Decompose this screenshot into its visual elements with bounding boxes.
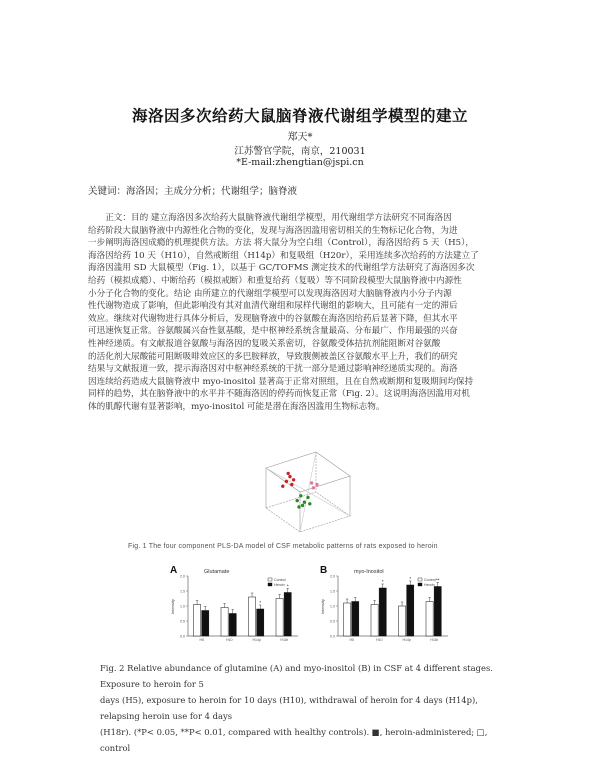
panel-letter: A xyxy=(170,565,178,576)
y-tick-label: 1.5 xyxy=(180,589,185,594)
abstract-line: 性神经递质。有文献报道谷氨酸与海洛因的复吸关系密切，谷氨酸受体拮抗剂能阻断对谷氨酸 xyxy=(88,338,441,349)
y-tick-label: 0.0 xyxy=(180,634,185,639)
x-tick-label: H14p xyxy=(402,638,412,642)
author-email[interactable]: *E-mail:zhengtian@jspi.cn xyxy=(236,157,364,168)
panel-title: myo-Inositol xyxy=(354,569,384,575)
y-tick-label: 1.0 xyxy=(180,604,185,609)
abstract-line: 正文：目的 建立海洛因多次给药大鼠脑脊液代谢组学模型，用代谢组学方法研究不同海洛因 xyxy=(105,213,452,223)
fig1-3d-box xyxy=(266,452,350,532)
bar-control xyxy=(249,597,256,636)
scatter-point-other xyxy=(310,481,313,484)
abstract-line: 海洛因滥用 SD 大鼠模型（Fig. 1），以基于 GC/TOFMS 测定技术的代谢组学方法研究了海洛因多次 xyxy=(88,263,475,274)
y-tick-label: 2.0 xyxy=(180,574,185,579)
abstract-line: 小分子化合物的变化。结论 由所建立的代谢组学模型可以发现海洛因对大脑脑脊液内小分子内源 xyxy=(88,288,452,299)
scatter-point-heroin xyxy=(297,505,300,508)
bar-control xyxy=(426,602,433,637)
affiliation: 江苏警官学院，南京，210031 xyxy=(234,146,366,157)
abstract-line: 给药（模拟成瘾）、中断给药（模拟戒断）和重复给药（复吸）等不同阶段模型大鼠脑脊液中内源性 xyxy=(88,275,462,286)
significance-marker: * xyxy=(259,600,262,605)
panel-letter: B xyxy=(320,565,328,576)
x-tick-label: H14p xyxy=(252,638,262,642)
scatter-point-heroin xyxy=(301,504,304,507)
significance-marker: * xyxy=(381,579,384,584)
scatter-point-heroin xyxy=(303,501,306,504)
x-tick-label: H5 xyxy=(349,638,355,642)
scatter-point-control xyxy=(290,483,293,486)
abstract-line: 可迅速恢复正常。谷氨酸属兴奋性氨基酸，是中枢神经系统含量最高、分布最广、作用最强的兴奋 xyxy=(88,326,458,337)
scatter-point-other xyxy=(312,486,315,489)
abstract-line: 效应。继续对代谢物进行具体分析后，发现脑脊液中的谷氨酸在海洛因给药后显著下降，但其水平 xyxy=(88,313,458,324)
legend-label: Heroin xyxy=(424,582,435,587)
bar-control xyxy=(221,608,228,637)
fig2-caption-line: days (H5), exposure to heroin for 10 days (H10), withdrawal of heroin for 4 days (H14p), relapsing heroin use for 4 days xyxy=(100,695,478,721)
scatter-point-other xyxy=(315,483,318,486)
fig2-panel-a-chart xyxy=(168,564,304,648)
scatter-point-control xyxy=(287,472,290,475)
significance-marker: ** xyxy=(435,577,440,583)
bar-heroin xyxy=(379,588,386,636)
significance-marker: * xyxy=(286,583,289,589)
bar-heroin xyxy=(407,585,414,636)
fig2-caption-line: (H18r). (*P< 0.05, **P< 0.01, compared with healthy controls). ■, heroin-administered; □, control xyxy=(100,727,488,753)
legend-swatch-heroin xyxy=(268,583,272,586)
fig1-caption: Fig. 1 The four component PLS-DA model of CSF metabolic patterns of rats exposed to heroin xyxy=(128,543,438,550)
x-tick-label: H10 xyxy=(375,638,383,642)
bar-heroin xyxy=(434,587,441,637)
y-tick-label: 0.5 xyxy=(330,619,335,624)
scatter-point-heroin xyxy=(299,494,302,497)
significance-marker: * xyxy=(409,576,412,581)
legend-label: Control xyxy=(274,577,286,582)
legend-swatch-heroin xyxy=(418,583,422,586)
bar-control xyxy=(194,605,201,637)
y-tick-label: 1.0 xyxy=(330,604,335,609)
y-tick-label: 2.0 xyxy=(330,574,335,579)
x-tick-label: H18r xyxy=(280,638,289,642)
fig2-panel-b-chart xyxy=(318,564,454,648)
bar-control xyxy=(276,599,283,637)
legend-swatch-control xyxy=(268,578,272,581)
legend-label: Control xyxy=(424,577,436,582)
fig2-caption xyxy=(100,660,518,756)
bar-control xyxy=(399,606,406,636)
scatter-point-heroin xyxy=(296,499,299,502)
bar-control xyxy=(371,605,378,637)
abstract-line: 体的肌醇代谢有显著影响，myo-inositol 可能是潜在海洛因滥用生物标志物。 xyxy=(88,401,385,412)
scatter-point-control xyxy=(285,480,288,483)
y-axis-label: Intensity xyxy=(170,599,175,614)
keywords: 关键词：海洛因；主成分分析；代谢组学；脑脊液 xyxy=(88,186,298,197)
fig2-caption-line: Fig. 2 Relative abundance of glutamine (A) and myo-inositol (B) in CSF at 4 different stages. Exposure to heroin for 5 xyxy=(100,663,493,689)
scatter-point-heroin xyxy=(308,502,311,505)
abstract-line: 海洛因给药 10 天（H10），自然戒断组（H14p）和复吸组（H20r），采用连续多次给药的方法建立了 xyxy=(88,250,479,261)
bar-heroin xyxy=(257,609,264,636)
bar-heroin xyxy=(352,602,359,637)
abstract-line: 给药阶段大鼠脑脊液中内源性化合物的变化，发现与海洛因滥用密切相关的生物标记化合物，为进 xyxy=(88,225,458,236)
y-axis-label: Intensity xyxy=(320,599,325,614)
abstract-line: 一步阐明海洛因成瘾的机理提供方法。方法 将大鼠分为空白组（Control），海洛因给药 5 天（H5）， xyxy=(88,238,474,249)
y-tick-label: 0.0 xyxy=(330,634,335,639)
bar-control xyxy=(344,603,351,636)
x-tick-label: H5 xyxy=(199,638,205,642)
abstract-line: 性代谢物造成了影响，但此影响没有其对血清代谢组和尿样代谢组的影响大，且可能有一定的滞后 xyxy=(88,301,458,312)
x-tick-label: H18r xyxy=(430,638,439,642)
scatter-point-control xyxy=(292,478,295,481)
scatter-point-heroin xyxy=(306,496,309,499)
fig1-plsda-scatter xyxy=(246,446,364,532)
panel-title: Glutamate xyxy=(204,569,230,575)
abstract-line: 的活化剂大尿酸能可阻断吸啡效应区的多巴胺释放，导致腹侧被盖区谷氨酸水平上升，我们的研究 xyxy=(88,351,458,362)
bar-heroin xyxy=(229,614,236,637)
bar-heroin xyxy=(202,611,209,637)
paper-title: 海洛因多次给药大鼠脑脊液代谢组学模型的建立 xyxy=(131,107,468,125)
legend-swatch-control xyxy=(418,578,422,581)
y-tick-label: 0.5 xyxy=(180,619,185,624)
abstract-body xyxy=(88,212,514,414)
scatter-point-control xyxy=(288,475,291,478)
abstract-line: 因连续给药造成大鼠脑脊液中 myo-inositol 显著高于正常对照组，且在自然戒断期和复吸期间均保持 xyxy=(88,376,474,387)
y-tick-label: 1.5 xyxy=(330,589,335,594)
legend-label: Heroin xyxy=(274,582,285,587)
bar-heroin xyxy=(284,593,291,637)
scatter-point-control xyxy=(281,485,284,488)
abstract-line: 结果与文献报道一致，提示海洛因对中枢神经系统的干扰一部分是通过影响神经递质实现的。海洛 xyxy=(88,364,458,375)
author-name: 郑天* xyxy=(287,132,313,143)
abstract-line: 同样的趋势，其在脑脊液中的水平并不随海洛因的停药而恢复正常（Fig. 2）。这说明海洛因滥用对机 xyxy=(88,389,470,400)
x-tick-label: H10 xyxy=(225,638,233,642)
